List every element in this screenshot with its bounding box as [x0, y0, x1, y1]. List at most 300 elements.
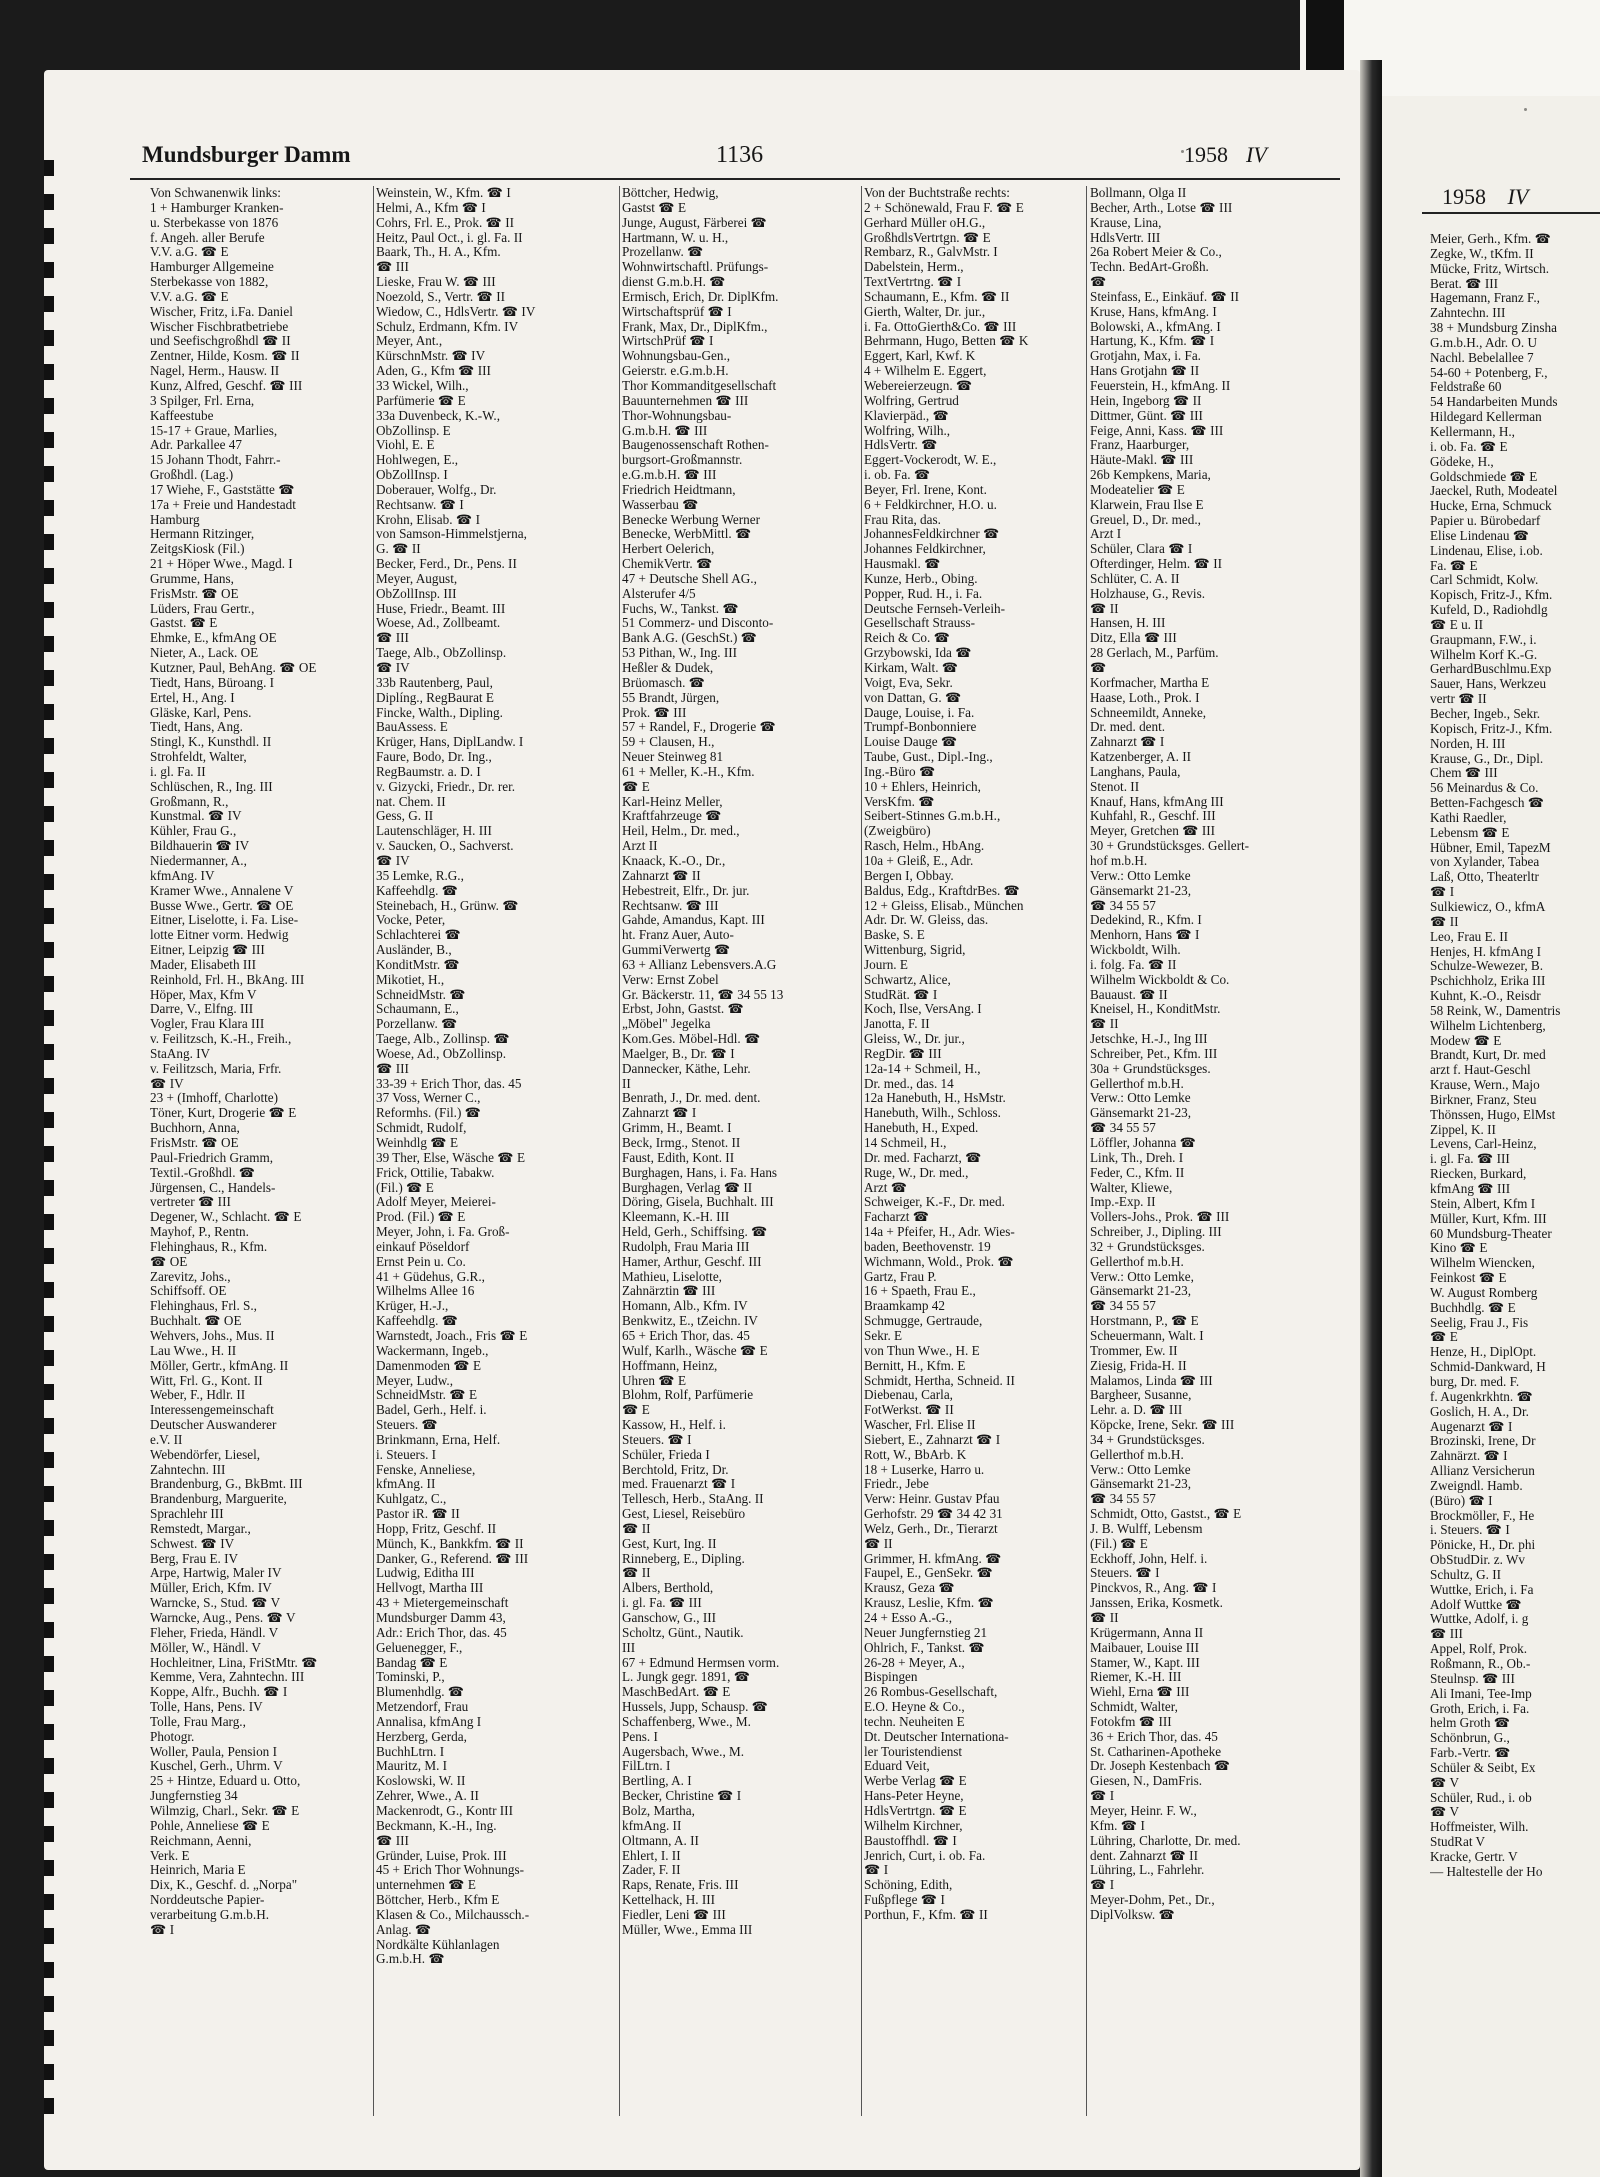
- directory-entry-line: Menhorn, Hans ☎ I: [1090, 928, 1200, 943]
- directory-entry-line: StudRät. ☎ I: [864, 987, 938, 1002]
- directory-entry-line: Stamer, W., Kapt. III: [1090, 1655, 1200, 1670]
- facing-entry-line: 60 Mundsburg-Theater: [1430, 1225, 1552, 1241]
- directory-entry-line: Hussels, Jupp, Schausp. ☎: [622, 1700, 769, 1715]
- directory-entry-line: Bandag ☎ E: [376, 1655, 448, 1670]
- directory-entry-line: Noezold, S., Vertr. ☎ II: [376, 289, 505, 304]
- directory-entry-line: Krügermann, Anna II: [1090, 1625, 1204, 1640]
- facing-entry-line: Zippel, K. II: [1430, 1121, 1496, 1137]
- directory-entry-line: Erbst, John, Gastst. ☎: [622, 1002, 744, 1017]
- directory-entry-line: ☎ 34 55 57: [1090, 1492, 1156, 1507]
- directory-entry-line: Krausz, Geza ☎: [864, 1581, 955, 1596]
- directory-entry-line: Kemme, Vera, Zahntechn. III: [150, 1670, 305, 1685]
- directory-entry-line: Brandenburg, Marguerite,: [150, 1492, 287, 1507]
- directory-entry-line: Schreiber, Pet., Kfm. III: [1090, 1046, 1218, 1061]
- directory-entry-line: Krüger, H.-J.,: [376, 1299, 449, 1314]
- directory-entry-line: Pens. I: [622, 1729, 658, 1744]
- directory-entry-line: Homann, Alb., Kfm. IV: [622, 1299, 748, 1314]
- facing-entry-line: Betten-Fachgesch ☎: [1430, 795, 1545, 811]
- directory-entry-line: Kassow, H., Helf. i.: [622, 1418, 726, 1433]
- directory-entry-line: Kuhfahl, R., Geschf. III: [1090, 809, 1216, 824]
- directory-entry-line: nat. Chem. II: [376, 794, 446, 809]
- directory-entry-line: Gänsemarkt 21-23,: [1090, 883, 1192, 898]
- facing-entry-line: ☎ III: [1430, 1626, 1463, 1642]
- directory-entry-line: Kaffeehdlg. ☎: [376, 883, 459, 898]
- directory-entry-line: Scholtz, Günt., Nautik.: [622, 1625, 744, 1640]
- directory-entry-line: Wehvers, Johs., Mus. II: [150, 1328, 275, 1343]
- directory-entry-line: Voigt, Eva, Sekr.: [864, 675, 953, 690]
- directory-entry-line: Verw.: Otto Lemke,: [1090, 1269, 1194, 1284]
- directory-entry-line: 28 Gerlach, M., Parfüm.: [1090, 646, 1219, 661]
- directory-entry-line: ☎: [1090, 661, 1107, 675]
- directory-entry-line: Meyer, Heinr. F. W.,: [1090, 1803, 1197, 1818]
- directory-entry-line: Zentner, Hilde, Kosm. ☎ II: [150, 349, 300, 364]
- directory-entry-line: Wickboldt, Wilh.: [1090, 943, 1181, 958]
- facing-entry-line: Ali Imani, Tee-Imp: [1430, 1685, 1532, 1701]
- directory-entry-line: 45 + Erich Thor Wohnungs-: [376, 1863, 525, 1878]
- directory-entry-line: Gläske, Karl, Pens.: [150, 705, 252, 720]
- thumb-index-marks: [44, 160, 54, 2120]
- directory-entry-line: Hebestreit, Elfr., Dr. jur.: [622, 883, 750, 898]
- directory-entry-line: Kunz, Alfred, Geschf. ☎ III: [150, 378, 303, 393]
- directory-entry-line: St. Catharinen-Apotheke: [1090, 1744, 1222, 1759]
- directory-entry-line: Lautenschläger, H. III: [376, 824, 492, 839]
- directory-entry-line: Hamburger Allgemeine: [150, 260, 274, 275]
- facing-entry-line: Krause, Wern., Majo: [1430, 1077, 1540, 1093]
- directory-entry-line: Jetschke, H.-J., Ing III: [1090, 1032, 1208, 1047]
- directory-entry-line: Weinstein, W., Kfm. ☎ I: [376, 186, 511, 200]
- directory-entry-line: Frau Rita, das.: [864, 512, 941, 527]
- directory-entry-line: Kom.Ges. Möbel-Hdl. ☎: [622, 1032, 761, 1047]
- directory-entry-line: Gartz, Frau P.: [864, 1269, 937, 1284]
- facing-entry-line: 58 Reink, W., Damentris: [1430, 1002, 1561, 1018]
- directory-entry-line: Malamos, Linda ☎ III: [1090, 1373, 1213, 1388]
- directory-entry-line: ☎ IV: [150, 1076, 184, 1091]
- directory-entry-line: i. Steuers. I: [376, 1447, 437, 1462]
- directory-entry-line: Eckhoff, John, Helf. i.: [1090, 1551, 1208, 1566]
- directory-entry-line: und Seefischgroßhdl ☎ II: [150, 334, 291, 349]
- directory-entry-line: SchneidMstr. ☎ E: [376, 1388, 478, 1403]
- facing-page-column: [1430, 232, 1600, 2122]
- directory-entry-line: Bauaust. ☎ II: [1090, 987, 1168, 1002]
- directory-entry-line: Benecke Werbung Werner: [622, 512, 760, 527]
- directory-entry-line: 33b Rautenberg, Paul,: [376, 675, 493, 690]
- directory-entry-line: Horstmann, P., ☎ E: [1090, 1314, 1199, 1329]
- directory-entry-line: f. Angeh. aller Berufe: [150, 230, 265, 245]
- directory-entry-line: 26b Kempkens, Maria,: [1090, 468, 1211, 483]
- directory-entry-line: Wirtschaftsprüf ☎ I: [622, 304, 732, 319]
- directory-entry-line: ☎ II: [1090, 1611, 1119, 1625]
- facing-entry-line: Goldschmiede ☎ E: [1430, 468, 1538, 484]
- directory-entry-line: Fuchs, W., Tankst. ☎: [622, 601, 739, 616]
- directory-entry-line: Trumpf-Bonbonniere: [864, 720, 977, 735]
- directory-entry-line: Zahnarzt ☎ I: [622, 1106, 697, 1121]
- facing-entry-line: Jaeckel, Ruth, Modeatel: [1430, 483, 1558, 499]
- facing-entry-line: Müller, Kurt, Kfm. III: [1430, 1210, 1547, 1226]
- facing-entry-line: Birkner, Franz, Steu: [1430, 1091, 1537, 1107]
- directory-entry-line: Franz, Haarburger,: [1090, 438, 1190, 453]
- facing-entry-line: GerhardBuschlmu.Exp: [1430, 661, 1552, 677]
- directory-entry-line: ler Touristendienst: [864, 1744, 963, 1759]
- directory-entry-line: i. gl. Fa. ☎ III: [622, 1596, 702, 1611]
- directory-entry-line: ChemikVertr. ☎: [622, 557, 713, 572]
- facing-entry-line: i. gl. Fa. ☎ III: [1430, 1151, 1510, 1167]
- facing-entry-line: StudRat V: [1430, 1834, 1486, 1850]
- directory-entry-line: Schmidt, Walter,: [1090, 1700, 1178, 1715]
- directory-entry-line: 33-39 + Erich Thor, das. 45: [376, 1076, 522, 1091]
- facing-entry-line: Feldstraße 60: [1430, 379, 1502, 395]
- facing-entry-line: Stein, Albert, Kfm I: [1430, 1195, 1536, 1211]
- directory-entry-line: 23 + (Imhoff, Charlotte): [150, 1091, 279, 1106]
- directory-entry-line: Brinkmann, Erna, Helf.: [376, 1432, 501, 1447]
- directory-entry-line: Steinfass, E., Einkäuf. ☎ II: [1090, 289, 1240, 304]
- directory-entry-line: 63 + Allianz Lebensvers.A.G: [622, 957, 777, 972]
- directory-entry-line: Fenske, Anneliese,: [376, 1462, 476, 1477]
- directory-entry-line: Gerhofstr. 29 ☎ 34 42 31: [864, 1507, 1003, 1522]
- directory-entry-line: Tiedt, Hans, Ang.: [150, 720, 243, 735]
- directory-entry-line: Kneisel, H., KonditMstr.: [1090, 1002, 1221, 1017]
- facing-entry-line: Kopisch, Fritz-J., Kfm.: [1430, 587, 1553, 603]
- facing-entry-line: Goslich, H. A., Dr.: [1430, 1403, 1529, 1419]
- directory-entry-line: Schöning, Edith,: [864, 1878, 953, 1893]
- page-number: 1136: [716, 142, 764, 168]
- directory-entry-line: med. Frauenarzt ☎ I: [622, 1477, 736, 1492]
- facing-entry-line: Schönbrun, G.,: [1430, 1730, 1510, 1746]
- directory-entry-line: Schlüschen, R., Ing. III: [150, 779, 273, 794]
- directory-entry-line: ☎ IV: [376, 853, 410, 868]
- directory-entry-line: Schulz, Erdmann, Kfm. IV: [376, 319, 519, 334]
- directory-entry-line: Rembarz, R., GalvMstr. I: [864, 245, 998, 260]
- facing-entry-line: Levens, Carl-Heinz,: [1430, 1136, 1537, 1152]
- facing-volume-text: IV: [1507, 184, 1529, 209]
- directory-entry-line: StaAng. IV: [150, 1046, 211, 1061]
- directory-entry-line: Alsterufer 4/5: [622, 586, 696, 601]
- directory-entry-line: von Dattan, G. ☎: [864, 690, 962, 705]
- book-spine: [1360, 60, 1382, 2177]
- directory-entry-line: Metzendorf, Frau: [376, 1700, 469, 1715]
- directory-entry-line: Ganschow, G., III: [622, 1611, 716, 1625]
- directory-entry-line: Mikotiet, H.,: [376, 972, 445, 987]
- directory-entry-line: Kaffeehdlg. ☎: [376, 1314, 459, 1329]
- directory-entry-line: Wittenburg, Sigrid,: [864, 943, 966, 958]
- directory-entry-line: burgsort-Großmannstr.: [622, 453, 743, 468]
- directory-entry-line: Weber, F., Hdlr. II: [150, 1388, 246, 1403]
- directory-entry-line: Kettelhack, H. III: [622, 1893, 716, 1908]
- directory-entry-line: Gastst. ☎ E: [150, 616, 218, 631]
- directory-entry-line: Von Schwanenwik links:: [150, 186, 281, 200]
- directory-entry-line: Gellerthof m.b.H.: [1090, 1447, 1184, 1462]
- directory-entry-line: vertreter ☎ III: [150, 1195, 231, 1210]
- directory-entry-line: Degener, W., Schlacht. ☎ E: [150, 1210, 302, 1225]
- directory-entry-line: Johannes Feldkirchner,: [864, 542, 986, 557]
- directory-entry-line: 10 + Ehlers, Heinrich,: [864, 779, 981, 794]
- directory-entry-line: Gierth, Walter, Dr. jur.,: [864, 304, 986, 319]
- directory-entry-line: Steuers. ☎: [376, 1418, 438, 1433]
- directory-entry-line: Thor Kommanditgesellschaft: [622, 378, 777, 393]
- directory-entry-line: Bernitt, H., Kfm. E: [864, 1358, 966, 1373]
- directory-entry-line: Kraftfahrzeuge ☎: [622, 809, 722, 824]
- directory-entry-line: Schiffsoff. OE: [150, 1284, 227, 1299]
- facing-entry-line: Zahntechn. III: [1430, 305, 1506, 321]
- directory-entry-line: Wischer, Fritz, i.Fa. Daniel: [150, 304, 293, 319]
- directory-entry-line: Link, Th., Dreh. I: [1090, 1150, 1184, 1165]
- directory-entry-line: Vollers-Johs., Prok. ☎ III: [1090, 1210, 1230, 1225]
- directory-entry-line: Tolle, Hans, Pens. IV: [150, 1700, 263, 1715]
- directory-entry-line: Grotjahn, Max, i. Fa.: [1090, 349, 1201, 364]
- directory-entry-line: Bertling, A. I: [622, 1774, 692, 1789]
- directory-entry-line: Zahntechn. III: [150, 1462, 226, 1477]
- directory-entry-line: II: [622, 1076, 631, 1091]
- directory-column-5: [1090, 186, 1326, 2116]
- directory-entry-line: Mathieu, Liselotte,: [622, 1269, 722, 1284]
- directory-entry-line: (Fil.) ☎ E: [1090, 1536, 1148, 1551]
- directory-entry-line: Wilhelms Allee 16: [376, 1284, 475, 1299]
- facing-entry-line: ☎ E: [1430, 1329, 1458, 1345]
- directory-entry-line: Grimmer, H. kfmAng. ☎: [864, 1551, 1002, 1566]
- directory-entry-line: Köpcke, Irene, Sekr. ☎ III: [1090, 1418, 1235, 1433]
- directory-entry-line: Trommer, Ew. II: [1090, 1343, 1178, 1358]
- facing-entry-line: Hucke, Erna, Schmuck: [1430, 498, 1552, 514]
- directory-entry-line: Berg, Frau E. IV: [150, 1551, 239, 1566]
- directory-entry-line: Ohlrich, F., Tankst. ☎: [864, 1640, 985, 1655]
- directory-entry-line: Benkwitz, E., tZeichn. IV: [622, 1314, 758, 1329]
- directory-entry-line: ☎ II: [622, 1566, 651, 1581]
- facing-entry-line: Modew ☎ E: [1430, 1032, 1502, 1048]
- directory-entry-line: Schaumann, E., Kfm. ☎ II: [864, 289, 1010, 304]
- directory-entry-line: Wulf, Karlh., Wäsche ☎ E: [622, 1343, 768, 1358]
- directory-entry-line: Prok. ☎ III: [622, 705, 687, 720]
- directory-entry-line: Taege, Alb., ObZollinsp.: [376, 646, 507, 661]
- directory-entry-line: Maibauer, Louise III: [1090, 1640, 1199, 1655]
- directory-entry-line: Adr. Parkallee 47: [150, 438, 242, 453]
- directory-entry-line: Möller, W., Händl. V: [150, 1640, 261, 1655]
- directory-entry-line: ☎ II: [1090, 601, 1119, 616]
- directory-entry-line: Kruse, Hans, kfmAng. I: [1090, 304, 1217, 319]
- directory-entry-line: Ruge, W., Dr. med.,: [864, 1165, 969, 1180]
- directory-entry-line: Döring, Gisela, Buchhalt. III: [622, 1195, 774, 1210]
- directory-entry-line: Herzberg, Gerda,: [376, 1729, 467, 1744]
- directory-entry-line: Münch, K., Bankkfm. ☎ II: [376, 1536, 524, 1551]
- directory-entry-line: Webendörfer, Liesel,: [150, 1447, 261, 1462]
- facing-entry-line: Schulze-Wewezer, B.: [1430, 958, 1544, 974]
- facing-entry-line: Sulkiewicz, O., kfmA: [1430, 898, 1546, 914]
- facing-entry-line: i. ob. Fa. ☎ E: [1430, 438, 1508, 454]
- directory-entry-line: Ditz, Ella ☎ III: [1090, 631, 1177, 646]
- directory-entry-line: 17 Wiehe, F., Gaststätte ☎: [150, 482, 295, 497]
- directory-entry-line: Arzt ☎: [864, 1180, 908, 1195]
- directory-entry-line: Huse, Friedr., Beamt. III: [376, 601, 506, 616]
- directory-entry-line: Nagel, Herm., Hausw. II: [150, 364, 280, 379]
- directory-entry-line: 43 + Mietergemeinschaft: [376, 1596, 509, 1611]
- directory-entry-line: Friedrich Heidtmann,: [622, 482, 736, 497]
- directory-entry-line: Wilhelm Kirchner,: [864, 1818, 963, 1833]
- directory-entry-line: 51 Commerz- und Disconto-: [622, 616, 774, 631]
- facing-entry-line: Wilhelm Wiencken,: [1430, 1255, 1535, 1271]
- directory-entry-line: TextVertrtng. ☎ I: [864, 275, 962, 290]
- directory-entry-line: Gest, Liesel, Reisebüro: [622, 1507, 746, 1522]
- directory-entry-line: Dabelstein, Herm.,: [864, 260, 964, 275]
- directory-entry-line: Dt. Deutscher Internationa-: [864, 1729, 1009, 1744]
- directory-entry-line: Schaumann, E.,: [376, 1002, 459, 1017]
- directory-entry-line: Kleemann, K.-H. III: [622, 1210, 730, 1225]
- directory-entry-line: Mundsburger Damm 43,: [376, 1611, 506, 1625]
- directory-entry-line: Stingl, K., Kunsthdl. II: [150, 735, 272, 750]
- facing-entry-line: Augenarzt ☎ I: [1430, 1418, 1513, 1434]
- directory-entry-line: Klarwein, Frau Ilse E: [1090, 497, 1204, 512]
- directory-entry-line: 3 Spilger, Frl. Erna,: [150, 393, 255, 408]
- directory-entry-line: Buchhalt. ☎ OE: [150, 1314, 242, 1329]
- facing-entry-line: Gödeke, H.,: [1430, 453, 1494, 469]
- directory-entry-line: Gleiss, W., Dr. jur.,: [864, 1032, 965, 1047]
- directory-entry-line: Hanebuth, H., Exped.: [864, 1121, 979, 1136]
- directory-entry-line: Krohn, Elisab. ☎ I: [376, 512, 480, 527]
- directory-entry-line: KürschnMstr. ☎ IV: [376, 349, 486, 364]
- directory-entry-line: 53 Pithan, W., Ing. III: [622, 646, 738, 661]
- directory-entry-line: Mackenrodt, G., Kontr III: [376, 1803, 513, 1818]
- scan-speck: [1181, 150, 1184, 153]
- directory-entry-line: verarbeitung G.m.b.H.: [150, 1907, 270, 1922]
- directory-entry-line: Welz, Gerh., Dr., Tierarzt: [864, 1521, 998, 1536]
- directory-entry-line: Woese, Ad., Zollbeamt.: [376, 616, 501, 631]
- directory-entry-line: Buchhorn, Anna,: [150, 1121, 240, 1136]
- directory-entry-line: J. B. Wulff, Lebensm: [1090, 1521, 1203, 1536]
- directory-entry-line: ObZollinsp. E: [376, 423, 451, 438]
- directory-entry-line: ObZollInsp. I: [376, 468, 448, 483]
- directory-entry-line: Brandenburg, G., BkBmt. III: [150, 1477, 303, 1492]
- facing-entry-line: Wuttke, Erich, i. Fa: [1430, 1581, 1534, 1597]
- directory-entry-line: Steuers. ☎ I: [1090, 1566, 1160, 1581]
- directory-entry-line: Blohm, Rolf, Parfümerie: [622, 1388, 754, 1403]
- directory-entry-line: Höper, Max, Kfm V: [150, 987, 257, 1002]
- facing-entry-line: f. Augenkrkhtn. ☎: [1430, 1388, 1533, 1404]
- directory-entry-line: Walter, Kliewe,: [1090, 1180, 1173, 1195]
- directory-entry-line: von Thun Wwe., H. E: [864, 1343, 980, 1358]
- directory-entry-line: Arzt I: [1090, 527, 1122, 542]
- facing-entry-line: Allianz Versicherun: [1430, 1463, 1535, 1479]
- directory-entry-line: Hans Grotjahn ☎ II: [1090, 364, 1200, 379]
- directory-entry-line: Meyer, Ludw.,: [376, 1373, 453, 1388]
- directory-entry-line: SchneidMstr. ☎: [376, 987, 466, 1002]
- directory-entry-line: Nordkälte Kühlanlagen: [376, 1937, 500, 1952]
- directory-entry-line: Gänsemarkt 21-23,: [1090, 1477, 1192, 1492]
- directory-entry-line: Zarevitz, Johs.,: [150, 1269, 231, 1284]
- directory-entry-line: Warnstedt, Joach., Fris ☎ E: [376, 1328, 528, 1343]
- directory-entry-line: Faupel, E., GenSekr. ☎: [864, 1566, 993, 1581]
- facing-entry-line: Wuttke, Adolf, i. g: [1430, 1611, 1529, 1627]
- directory-entry-line: Schüler, Clara ☎ I: [1090, 542, 1193, 557]
- directory-entry-line: Vogler, Frau Klara III: [150, 1017, 265, 1032]
- directory-entry-line: Facharzt ☎: [864, 1210, 930, 1225]
- directory-entry-line: Kfm. ☎ I: [1090, 1818, 1145, 1833]
- facing-page-edition: [1442, 184, 1528, 224]
- directory-entry-line: Kirkam, Walt. ☎: [864, 661, 959, 675]
- directory-entry-line: e.V. II: [150, 1432, 183, 1447]
- directory-entry-line: Flehinghaus, Frl. S.,: [150, 1299, 257, 1314]
- directory-entry-line: Photogr.: [150, 1729, 195, 1744]
- directory-entry-line: 65 + Erich Thor, das. 45: [622, 1328, 750, 1343]
- directory-entry-line: Verw: Heinr. Gustav Pfau: [864, 1492, 1000, 1507]
- directory-entry-line: Popper, Rud. H., i. Fa.: [864, 586, 983, 601]
- directory-entry-line: Verk. E: [150, 1848, 190, 1863]
- directory-entry-line: Reformhs. (Fil.) ☎: [376, 1106, 482, 1121]
- directory-entry-line: Fußpflege ☎ I: [864, 1893, 945, 1908]
- directory-entry-line: FilLtrn. I: [622, 1759, 671, 1774]
- directory-entry-line: Klavierpäd., ☎: [864, 408, 949, 423]
- facing-entry-line: Zahnärzt. ☎ I: [1430, 1448, 1508, 1464]
- directory-entry-line: Zader, F. II: [622, 1863, 681, 1878]
- facing-entry-line: Chem ☎ III: [1430, 765, 1498, 781]
- directory-entry-line: Viohl, E. E: [376, 438, 435, 453]
- facing-entry-line: 54 Handarbeiten Munds: [1430, 394, 1558, 410]
- directory-entry-line: Böttcher, Herb., Kfm E: [376, 1893, 500, 1908]
- directory-entry-line: Seibert-Stinnes G.m.b.H.,: [864, 809, 1001, 824]
- facing-entry-line: Graupmann, F.W., i.: [1430, 631, 1537, 647]
- directory-entry-line: Hamer, Arthur, Geschf. III: [622, 1254, 762, 1269]
- directory-entry-line: 34 + Grundstücksges.: [1090, 1432, 1205, 1447]
- facing-entry-line: Kufeld, D., Radiohdlg: [1430, 602, 1548, 618]
- directory-entry-line: Schwest. ☎ IV: [150, 1536, 235, 1551]
- directory-entry-line: v. Feilitzsch, Maria, Frfr.: [150, 1061, 282, 1076]
- directory-entry-line: Rinneberg, E., Dipling.: [622, 1551, 745, 1566]
- facing-entry-line: Schmid-Dankward, H: [1430, 1359, 1546, 1375]
- facing-entry-line: Zweigndl. Hamb.: [1430, 1477, 1523, 1493]
- facing-entry-line: Becher, Ingeb., Sekr.: [1430, 706, 1541, 721]
- column-divider: [619, 186, 620, 2116]
- directory-entry-line: i. ob. Fa. ☎: [864, 468, 931, 483]
- directory-entry-line: G.m.b.H. ☎ III: [622, 423, 708, 438]
- facing-entry-line: W. August Romberg: [1430, 1284, 1538, 1300]
- column-divider: [373, 186, 374, 2116]
- directory-entry-line: Brüomasch. ☎: [622, 675, 706, 690]
- directory-entry-line: Webereierzeugn. ☎: [864, 378, 973, 393]
- directory-entry-line: Klasen & Co., Milchaussch.-: [376, 1907, 530, 1922]
- directory-entry-line: i. folg. Fa. ☎ II: [1090, 957, 1177, 972]
- directory-entry-line: Doberauer, Wolfg., Dr.: [376, 482, 497, 497]
- directory-entry-line: E.O. Heyne & Co.,: [864, 1700, 965, 1715]
- directory-entry-line: Janotta, F. II: [864, 1017, 930, 1032]
- directory-entry-line: Holzhause, G., Revis.: [1090, 586, 1206, 601]
- directory-entry-line: Ofterdinger, Helm. ☎ II: [1090, 557, 1222, 572]
- directory-entry-line: Rasch, Helm., HbAng.: [864, 839, 985, 854]
- directory-entry-line: Hartmann, W. u. H.,: [622, 230, 729, 245]
- directory-entry-line: Großhdl. (Lag.): [150, 468, 234, 483]
- directory-entry-line: Lieske, Frau W. ☎ III: [376, 275, 496, 290]
- directory-entry-line: 55 Brandt, Jürgen,: [622, 690, 720, 705]
- directory-entry-line: Danker, G., Referend. ☎ III: [376, 1551, 529, 1566]
- directory-entry-line: ☎ II: [864, 1536, 893, 1551]
- facing-entry-line: Krause, G., Dr., Dipl.: [1430, 750, 1544, 766]
- facing-entry-line: Fa. ☎ E: [1430, 557, 1478, 573]
- directory-entry-line: Kutzner, Paul, BehAng. ☎ OE: [150, 661, 317, 675]
- facing-entry-line: Carl Schmidt, Kolw.: [1430, 572, 1539, 588]
- directory-entry-line: Werbe Verlag ☎ E: [864, 1774, 967, 1789]
- directory-entry-line: Arpe, Hartwig, Maler IV: [150, 1566, 282, 1581]
- directory-entry-line: Schmidt, Rudolf,: [376, 1121, 467, 1136]
- directory-entry-line: baden, Beethovenstr. 19: [864, 1239, 991, 1254]
- directory-entry-line: Gastst ☎ E: [622, 200, 687, 215]
- facing-entry-line: arzt f. Haut-Geschl: [1430, 1062, 1531, 1078]
- directory-entry-line: Adr. Dr. W. Gleiss, das.: [864, 913, 989, 928]
- directory-entry-line: Interessengemeinschaft: [150, 1403, 274, 1418]
- directory-entry-line: 12a-14 + Schmeil, H.,: [864, 1061, 981, 1076]
- directory-entry-line: Krause, Lina,: [1090, 215, 1162, 230]
- directory-entry-line: Gess, G. II: [376, 809, 434, 824]
- directory-entry-line: Heitz, Paul Oct., i. gl. Fa. II: [376, 230, 523, 245]
- directory-entry-line: Hansen, H. III: [1090, 616, 1166, 631]
- facing-entry-line: Thönssen, Hugo, ElMst: [1430, 1106, 1556, 1122]
- directory-entry-line: 39 Ther, Else, Wäsche ☎ E: [376, 1150, 526, 1165]
- directory-entry-line: Albers, Berthold,: [622, 1581, 714, 1596]
- column-divider: [861, 186, 862, 2116]
